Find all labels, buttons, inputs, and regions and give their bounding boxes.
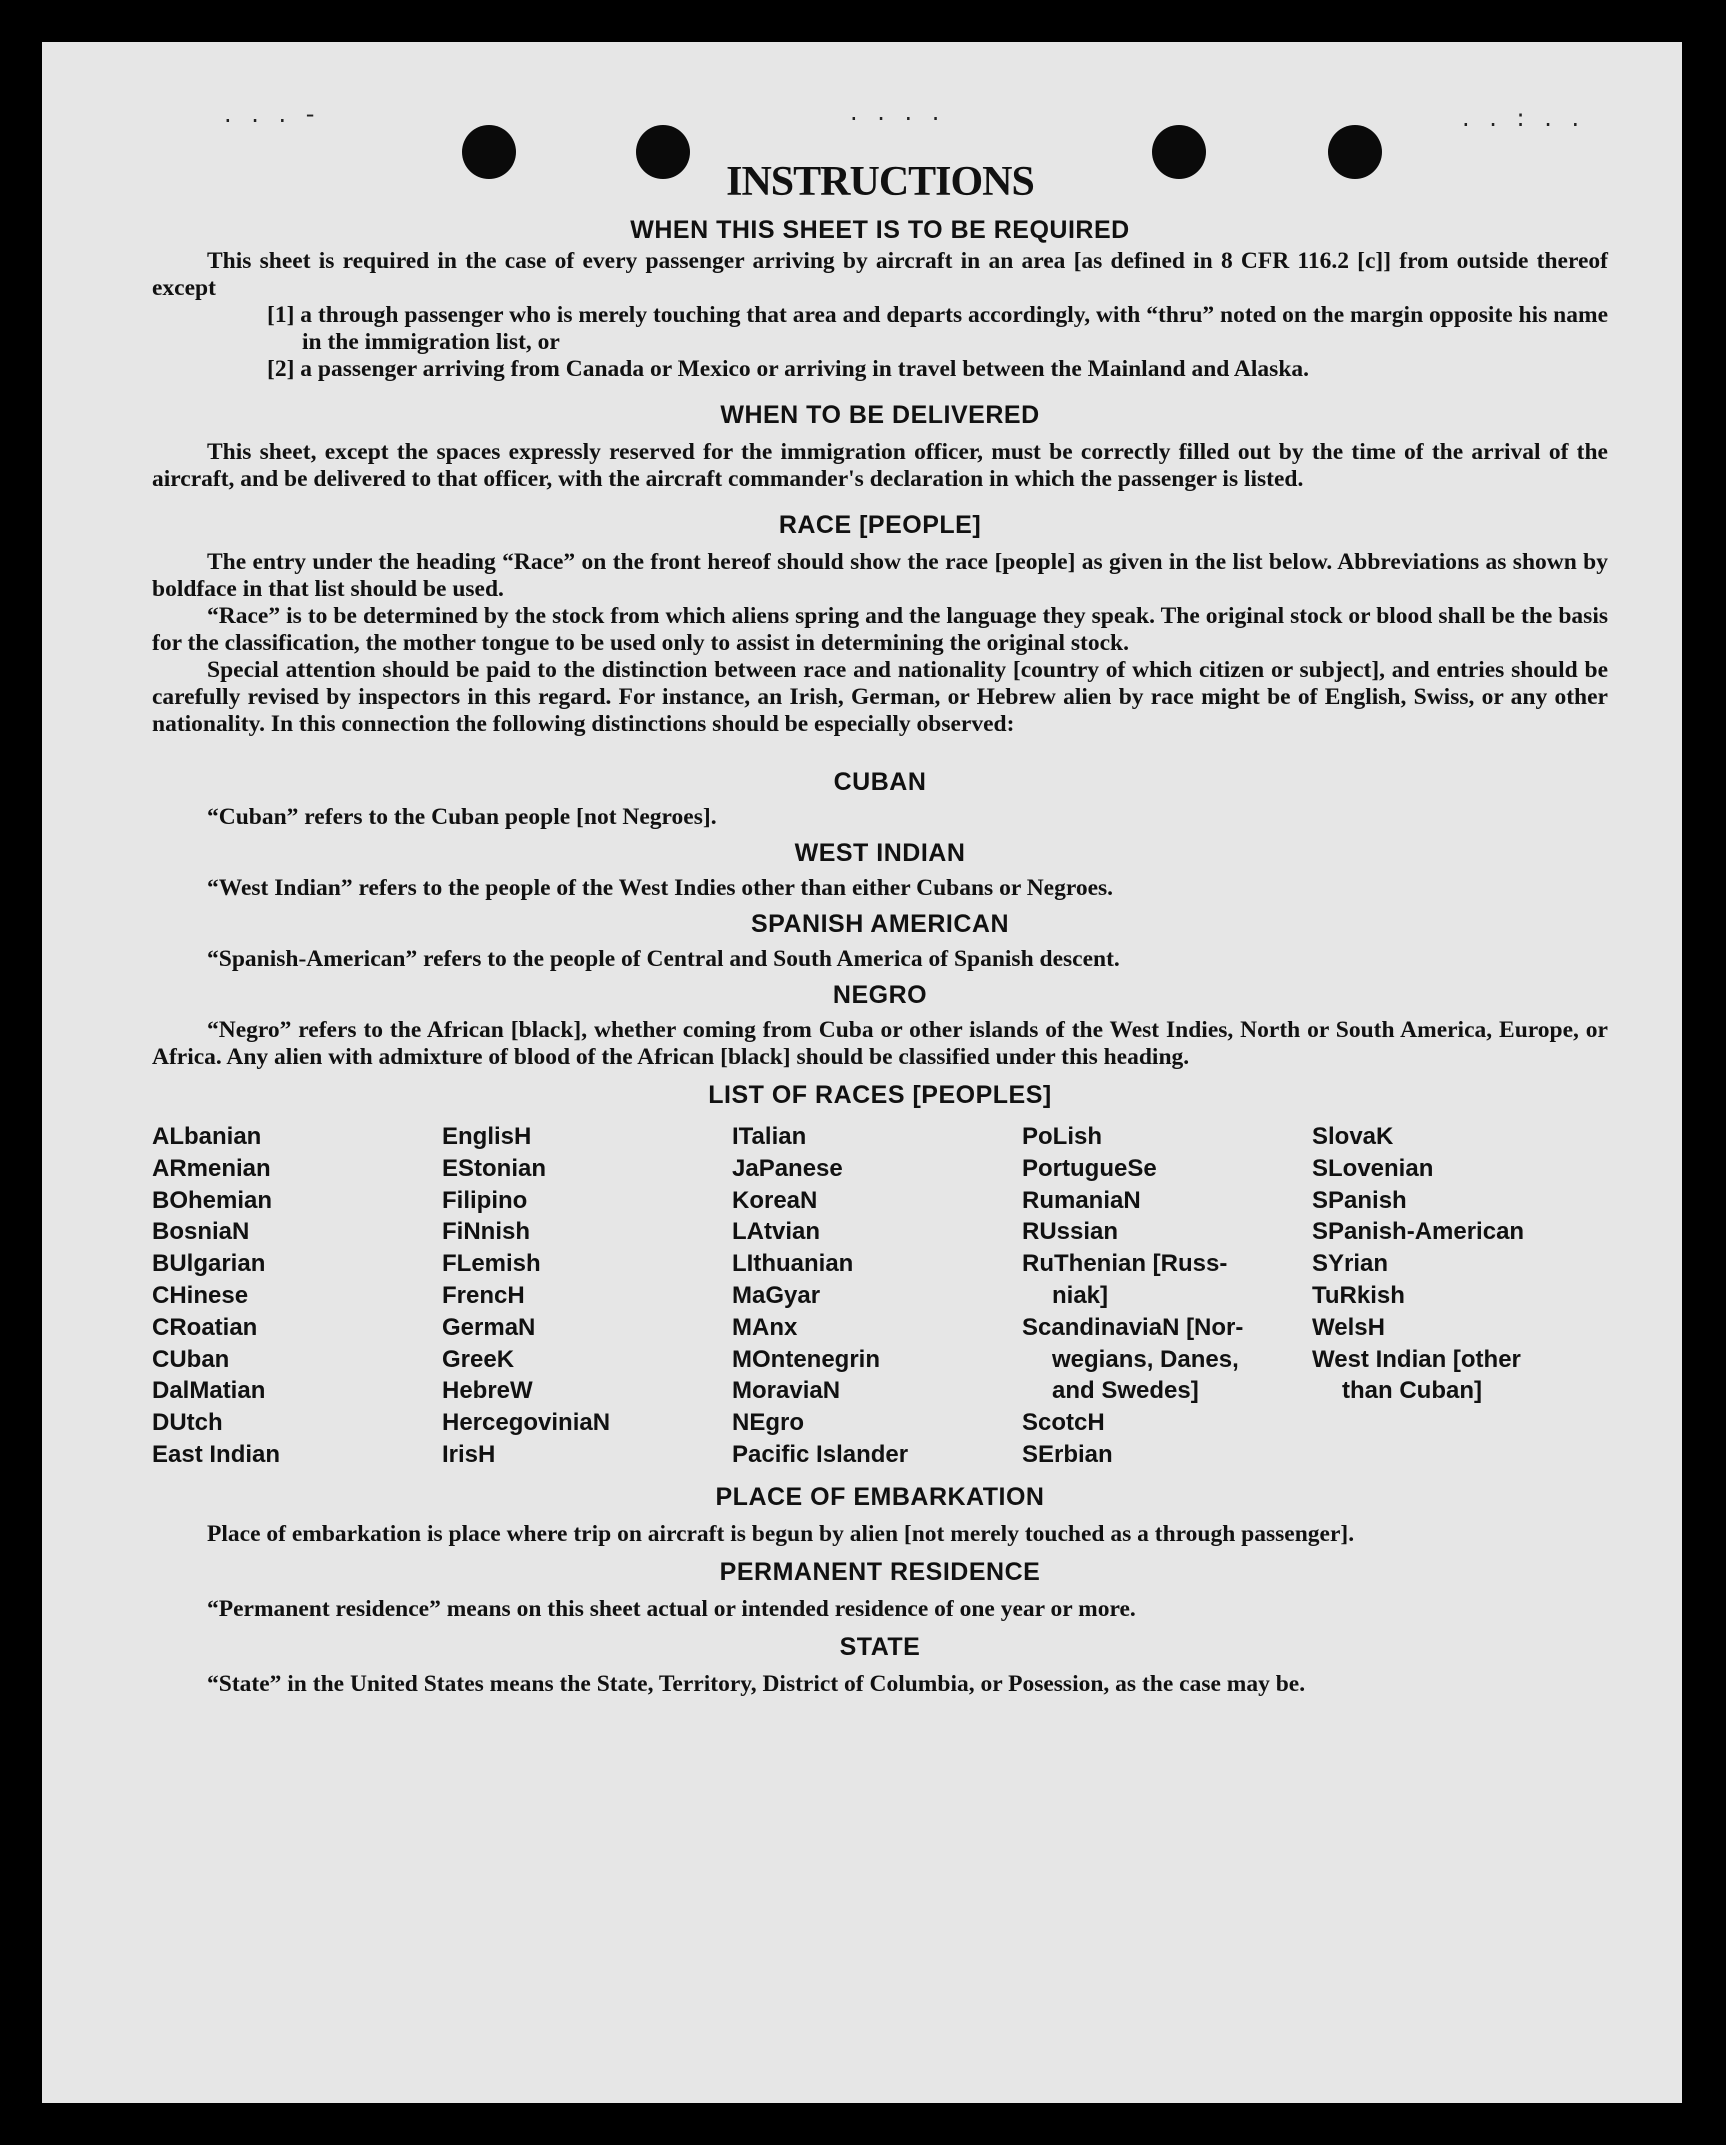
instructions-content bbox=[152, 158, 1608, 1698]
race-entry: West Indian [other bbox=[1312, 1345, 1521, 1373]
exception-item-2: [2] a passenger arriving from Canada or Mexico or arriving in travel between the Mainland and Alaska. bbox=[267, 356, 1310, 382]
heading-when-delivered: WHEN TO BE DELIVERED bbox=[720, 401, 1040, 429]
race-entry: ALbanian bbox=[152, 1123, 262, 1150]
heading-race: RACE [PEOPLE] bbox=[778, 511, 982, 539]
race-entry: TuRkish bbox=[1312, 1281, 1405, 1309]
race-entry: SPanish-American bbox=[1312, 1218, 1525, 1246]
race-entry: LAtvian bbox=[732, 1218, 821, 1246]
races-column-2 bbox=[442, 1121, 732, 1471]
west-indian-text: “West Indian” refers to the people of the West Indies other than either Cubans or Negroes. bbox=[207, 875, 1114, 901]
when-required-intro: This sheet is required in the case of every passenger arriving by aircraft in an area [as defined in 8 CFR 116.2 [c]] from outside thereof except bbox=[152, 248, 1608, 301]
heading-west-indian: WEST INDIAN bbox=[794, 839, 966, 867]
race-entry: BosniaN bbox=[152, 1218, 250, 1246]
race-entry: WelsH bbox=[1312, 1313, 1385, 1341]
race-entry: RuThenian [Russ- bbox=[1022, 1250, 1228, 1278]
race-entry: East Indian bbox=[152, 1440, 281, 1468]
races-column-5 bbox=[1312, 1121, 1602, 1471]
heading-negro: NEGRO bbox=[832, 981, 928, 1009]
scan-specks-center: . . . . bbox=[850, 98, 946, 126]
race-entry-continuation: niak] bbox=[1052, 1281, 1109, 1309]
race-entry: MAnx bbox=[732, 1313, 798, 1341]
race-entry: MoraviaN bbox=[732, 1377, 841, 1405]
race-entry: CHinese bbox=[152, 1281, 249, 1309]
race-entry: GreeK bbox=[442, 1345, 515, 1373]
race-entry-continuation: and Swedes] bbox=[1052, 1377, 1199, 1405]
heading-when-required: WHEN THIS SHEET IS TO BE REQUIRED bbox=[630, 216, 1130, 244]
race-entry: RUssian bbox=[1022, 1218, 1119, 1246]
race-entry: FLemish bbox=[442, 1250, 541, 1278]
heading-list-of-races: LIST OF RACES [PEOPLES] bbox=[708, 1081, 1052, 1109]
heading-spanish-american: SPANISH AMERICAN bbox=[750, 910, 1009, 938]
race-entry: EStonian bbox=[442, 1154, 547, 1182]
race-entry: PoLish bbox=[1022, 1123, 1103, 1150]
heading-embarkation: PLACE OF EMBARKATION bbox=[715, 1482, 1045, 1511]
race-paragraph-1: The entry under the heading “Race” on the front hereof should show the race [people] as given in the list below. Abbreviations as shown by boldface in that list should be used. bbox=[152, 549, 1608, 602]
exception-list bbox=[267, 302, 1608, 383]
when-delivered-text: This sheet, except the spaces expressly reserved for the immigration officer, must be correctly filled out by the time of the arrival of the aircraft, and be delivered to that officer, with the aircraft commander's declaration in which the passenger is listed. bbox=[152, 439, 1608, 492]
races-list bbox=[152, 1121, 1608, 1471]
heading-cuban: CUBAN bbox=[833, 768, 927, 796]
heading-state: STATE bbox=[839, 1632, 921, 1661]
race-entry-continuation: than Cuban] bbox=[1342, 1377, 1482, 1405]
race-entry: RumaniaN bbox=[1022, 1186, 1141, 1214]
race-entry: ITalian bbox=[732, 1123, 807, 1150]
race-entry: KoreaN bbox=[732, 1186, 818, 1214]
race-entry: HebreW bbox=[442, 1377, 533, 1405]
race-entry: BOhemian bbox=[152, 1186, 273, 1214]
race-entry: DUtch bbox=[152, 1409, 223, 1437]
race-entry: HercegoviniaN bbox=[442, 1409, 611, 1437]
exception-item-1: [1] a through passenger who is merely touching that area and departs accordingly, with “thru” noted on the margin opposite his name in the immigration list, or bbox=[267, 302, 1608, 355]
race-paragraph-3: Special attention should be paid to the distinction between race and nationality [country of which citizen or subject], and entries should be carefully revised by inspectors in this regard. For instance, an Irish, German, or Hebrew alien by race might be of English, Swiss, or any other nationality. In this connection the following distinctions should be especially observed: bbox=[152, 657, 1608, 737]
race-entry: Filipino bbox=[442, 1186, 528, 1214]
race-entry: SErbian bbox=[1022, 1440, 1113, 1468]
document-sheet bbox=[42, 42, 1682, 2103]
cuban-text: “Cuban” refers to the Cuban people [not Negroes]. bbox=[207, 804, 717, 830]
race-entry: PortugueSe bbox=[1022, 1154, 1157, 1182]
embarkation-text: Place of embarkation is place where trip on aircraft is begun by alien [not merely touched as a through passenger]. bbox=[207, 1520, 1355, 1547]
race-entry-continuation: wegians, Danes, bbox=[1052, 1345, 1239, 1373]
race-entry: IrisH bbox=[442, 1440, 496, 1468]
race-entry: ARmenian bbox=[152, 1154, 271, 1182]
race-entry: ScandinaviaN [Nor- bbox=[1022, 1313, 1244, 1341]
race-entry: BUlgarian bbox=[152, 1250, 266, 1278]
race-entry: SlovaK bbox=[1312, 1123, 1394, 1150]
race-entry: MOntenegrin bbox=[732, 1345, 880, 1373]
race-entry: Pacific Islander bbox=[732, 1440, 909, 1468]
race-entry: JaPanese bbox=[732, 1154, 843, 1182]
state-text: “State” in the United States means the State, Territory, District of Columbia, or Posession, as the case may be. bbox=[207, 1670, 1306, 1697]
race-entry: NEgro bbox=[732, 1409, 804, 1437]
races-column-3 bbox=[732, 1121, 1022, 1471]
race-entry: LIthuanian bbox=[732, 1250, 854, 1278]
race-entry: SYrian bbox=[1312, 1250, 1389, 1278]
race-entry: DalMatian bbox=[152, 1377, 266, 1405]
page-title: INSTRUCTIONS bbox=[726, 159, 1034, 205]
race-entry: FiNnish bbox=[442, 1218, 530, 1246]
scan-specks-right: . . : . . bbox=[1462, 104, 1586, 132]
races-column-4 bbox=[1022, 1121, 1312, 1471]
races-column-1 bbox=[152, 1121, 442, 1471]
permanent-residence-text: “Permanent residence” means on this sheet actual or intended residence of one year or more. bbox=[207, 1595, 1136, 1622]
race-paragraph-2: “Race” is to be determined by the stock from which aliens spring and the language they speak. The original stock or blood shall be the basis for the classification, the mother tongue to be used only to assist in determining the original stock. bbox=[152, 603, 1608, 656]
race-entry: GermaN bbox=[442, 1313, 536, 1341]
race-entry: ScotcH bbox=[1022, 1409, 1105, 1437]
race-entry: CRoatian bbox=[152, 1313, 258, 1341]
race-entry: SLovenian bbox=[1312, 1154, 1434, 1182]
race-entry: SPanish bbox=[1312, 1186, 1407, 1214]
scan-specks-left: . . . - bbox=[224, 100, 321, 128]
heading-permanent-residence: PERMANENT RESIDENCE bbox=[719, 1557, 1041, 1586]
negro-text: “Negro” refers to the African [black], whether coming from Cuba or other islands of the West Indies, North or South America, Europe, or Africa. Any alien with admixture of blood of the African [black] should be classified under this heading. bbox=[152, 1017, 1608, 1070]
spanish-american-text: “Spanish-American” refers to the people of Central and South America of Spanish descent. bbox=[207, 946, 1120, 972]
race-entry: CUban bbox=[152, 1345, 230, 1373]
race-entry: FrencH bbox=[442, 1281, 525, 1309]
race-entry: EnglisH bbox=[442, 1123, 532, 1150]
race-entry: MaGyar bbox=[732, 1281, 821, 1309]
